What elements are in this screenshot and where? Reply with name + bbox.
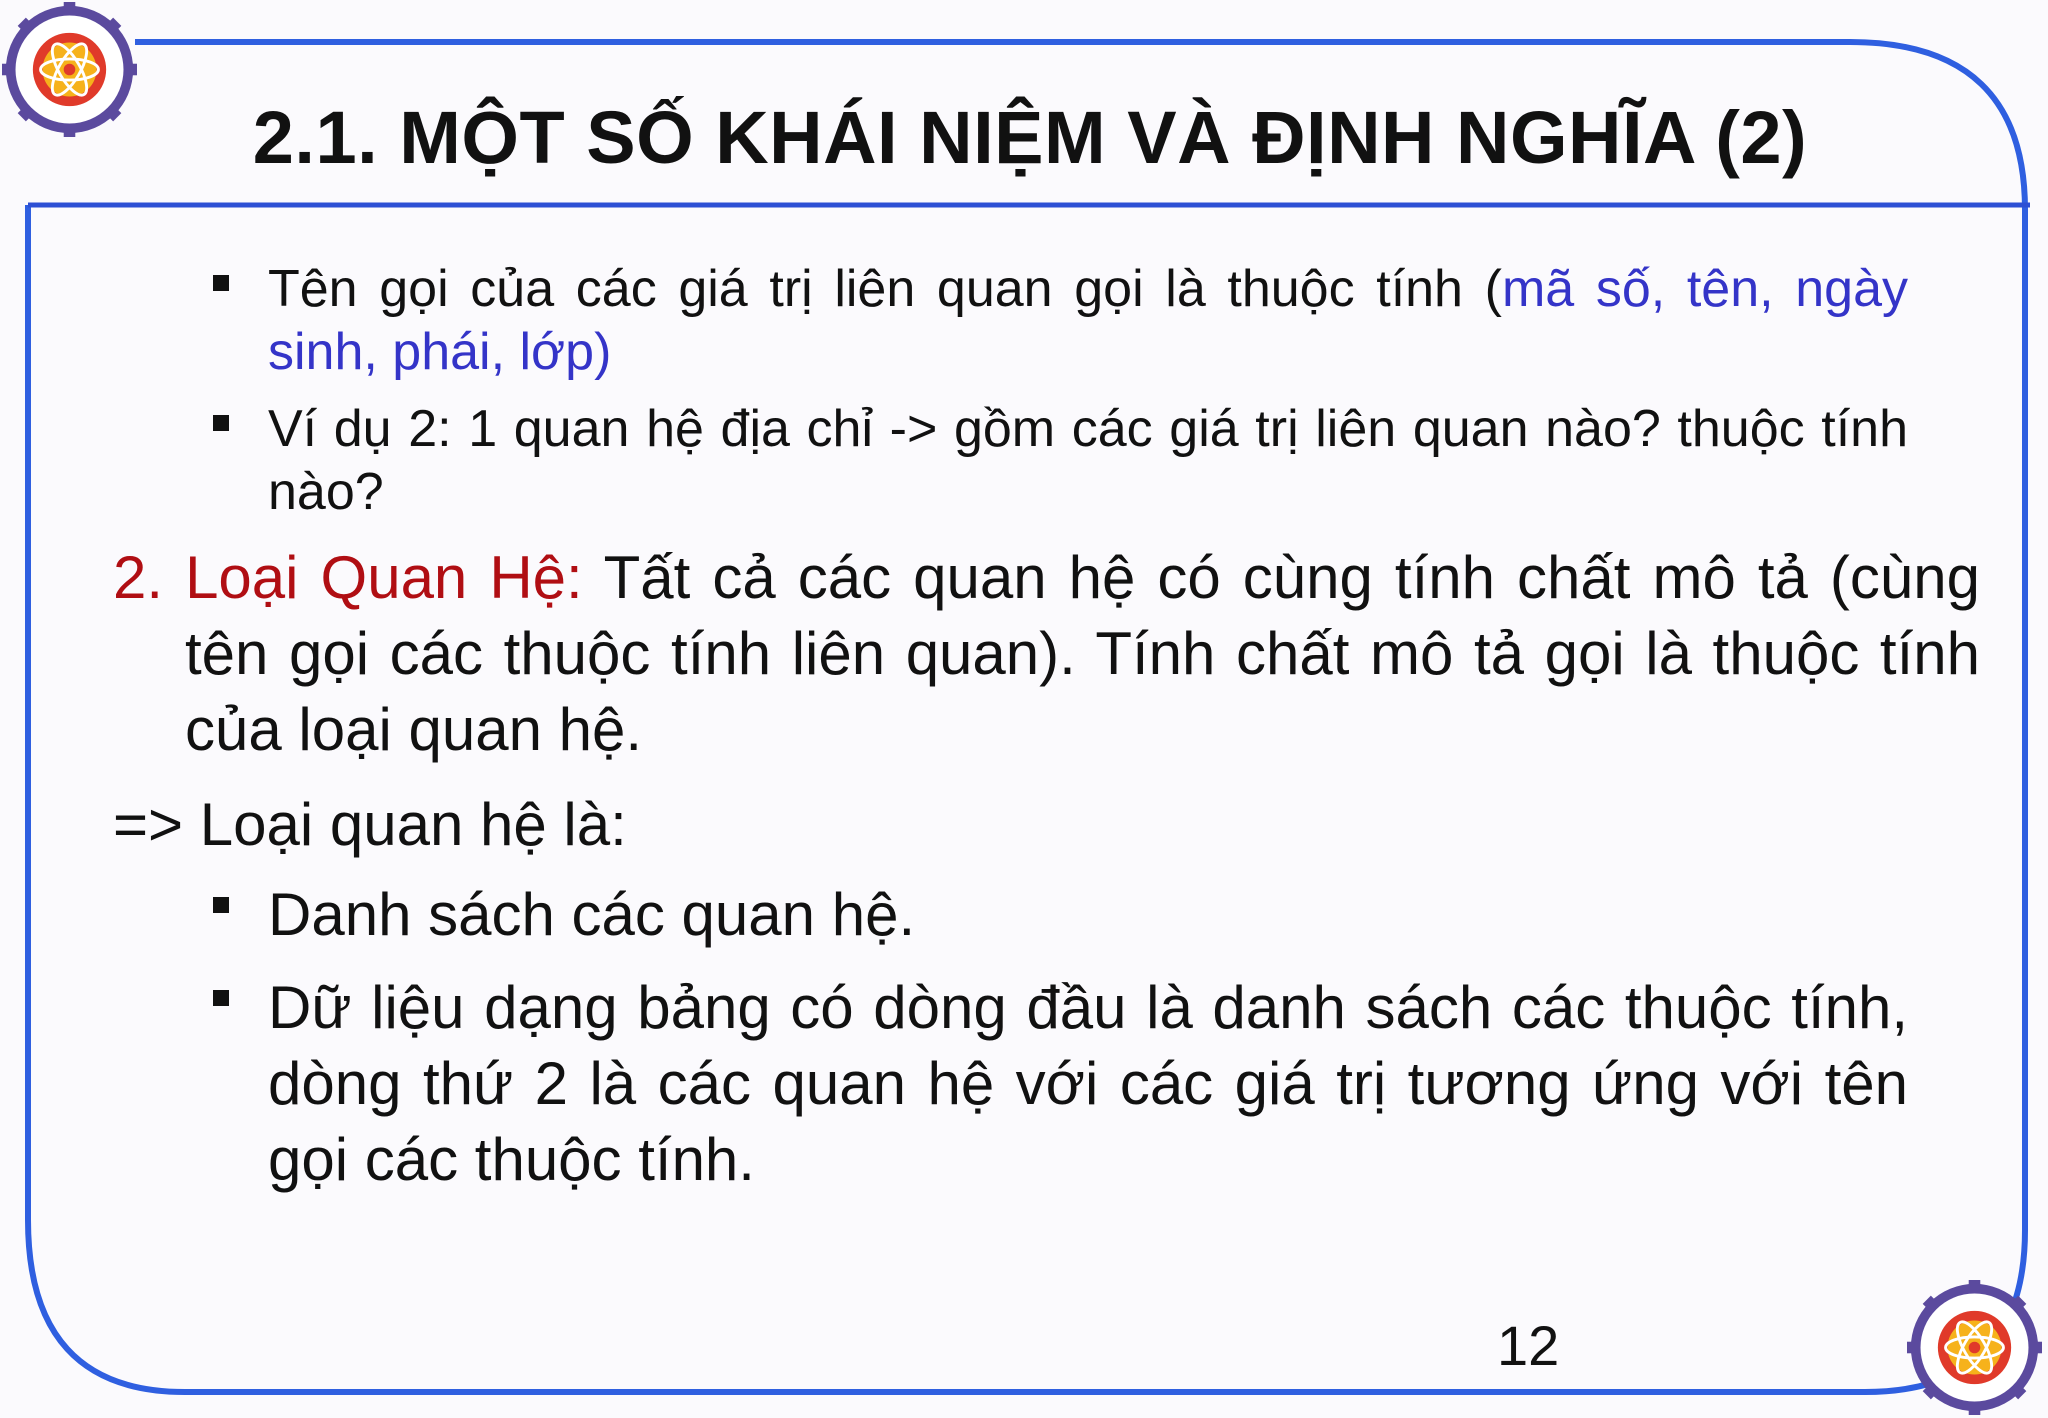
- page-number: 12: [1497, 1314, 1560, 1377]
- bullet-attribute-names: [268, 258, 1908, 384]
- slide-title: 2.1. MỘT SỐ KHÁI NIỆM VÀ ĐỊNH NGHĨA (2): [252, 96, 1808, 179]
- bullet-marker: [213, 415, 229, 431]
- university-logo-bottom: [1907, 1280, 2042, 1415]
- conclusion-line: => Loại quan hệ là:: [113, 791, 627, 858]
- bullet-table-data: Dữ liệu dạng bảng có dòng đầu là danh sách các thuộc tính, dòng thứ 2 là các quan hệ với các giá trị tương ứng với tên gọi các thuộc tính.: [268, 974, 1908, 1193]
- definition-text: Tất cả các quan hệ có cùng tính chất mô tả (cùng tên gọi các thuộc tính liên quan). Tính chất mô tả gọi là thuộc tính của loại quan hệ.: [185, 544, 1980, 763]
- bullet-marker: [213, 990, 229, 1006]
- definition-label: 2. Loại Quan Hệ:: [113, 544, 583, 611]
- attribute-examples: mã số, tên, ngày sinh, phái, lớp): [268, 260, 1908, 381]
- bullet-relation-list: Danh sách các quan hệ.: [268, 881, 916, 948]
- bullet-attribute-text: Tên gọi của các giá trị liên quan gọi là thuộc tính (: [268, 260, 1502, 318]
- definition-paragraph: [113, 540, 1980, 768]
- bullet-marker: [213, 897, 229, 913]
- bullet-marker: [213, 275, 229, 291]
- bullet-example-2: Ví dụ 2: 1 quan hệ địa chỉ -> gồm các giá trị liên quan nào? thuộc tính nào?: [268, 400, 1908, 521]
